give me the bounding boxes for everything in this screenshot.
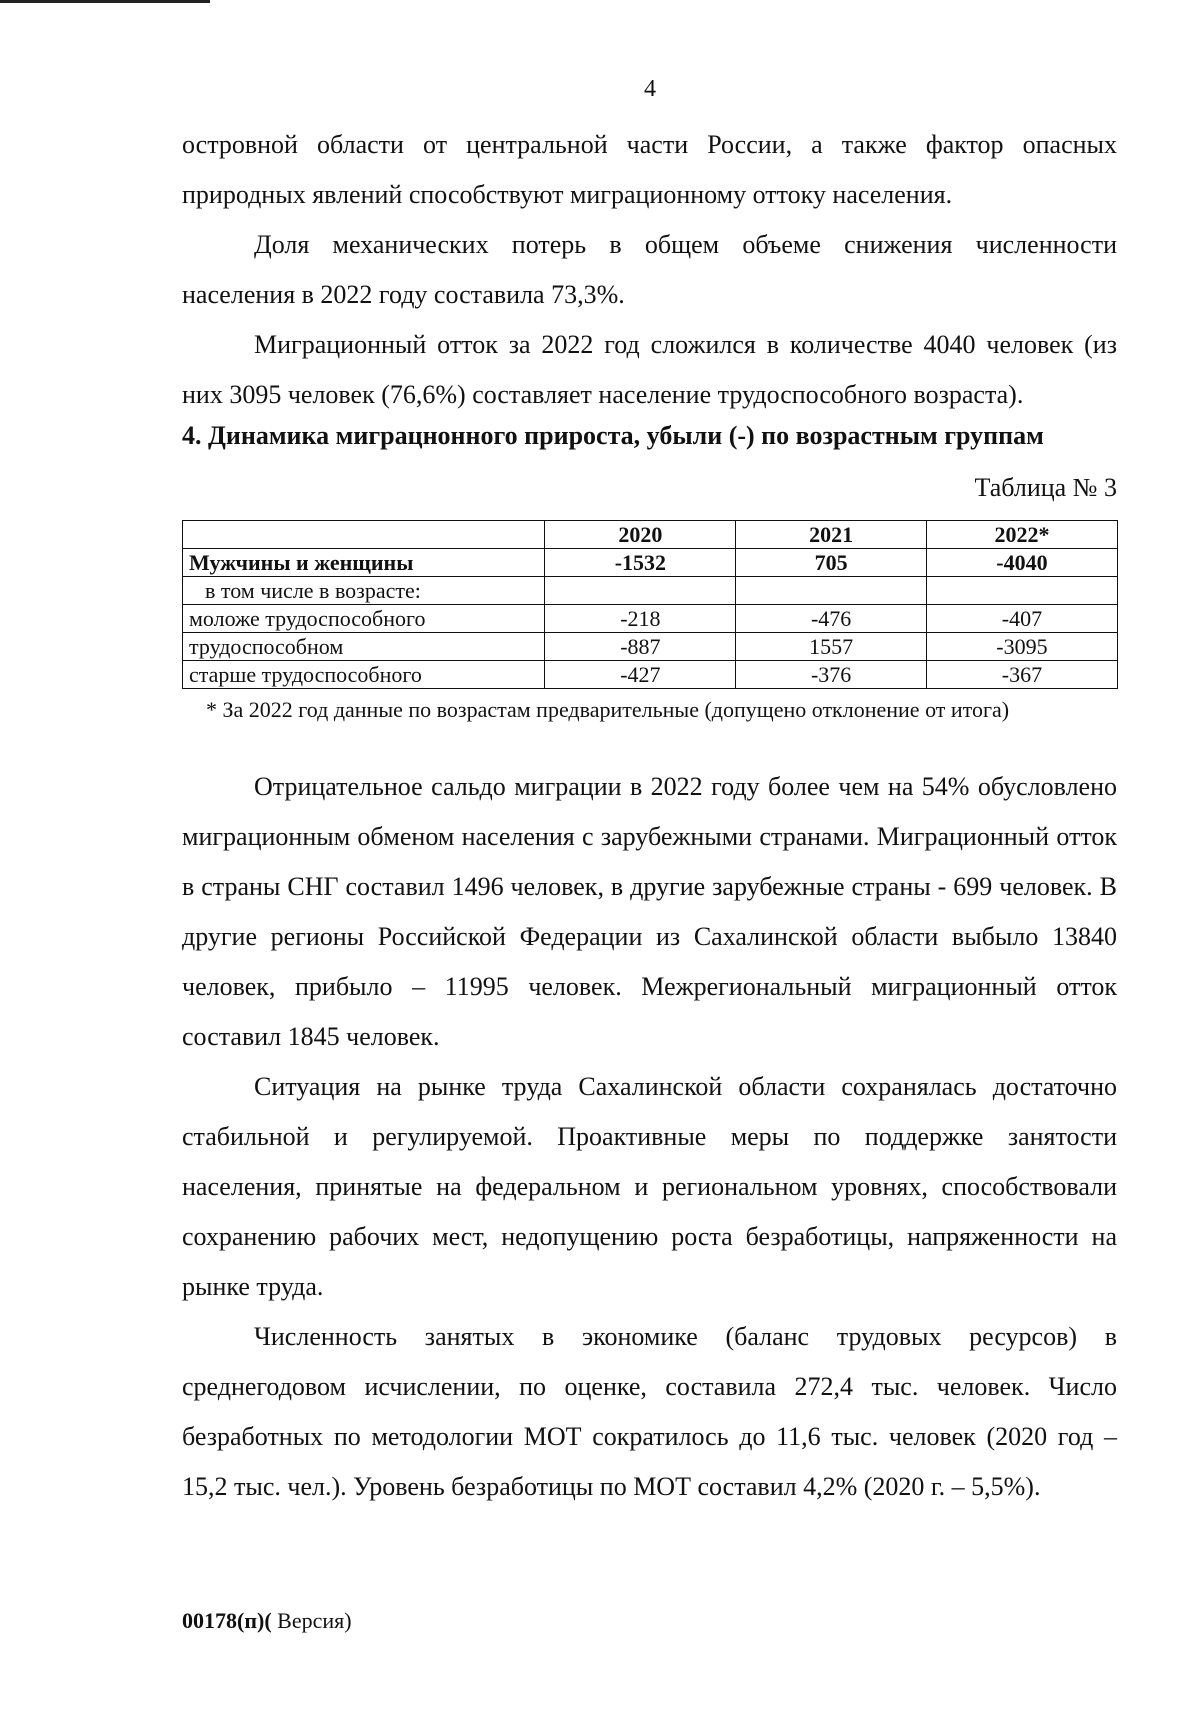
table-cell: 705 [736, 549, 927, 577]
table-footnote: * За 2022 год данные по возрастам предварительные (допущено отклонение от итога) [206, 697, 1010, 722]
table-row [183, 633, 1118, 661]
table-cell: -376 [736, 661, 927, 689]
table-header-row [183, 521, 1118, 549]
table-cell: -218 [545, 605, 736, 633]
page-number: 4 [644, 76, 656, 102]
table-cell: -407 [926, 605, 1117, 633]
table-cell: -367 [926, 661, 1117, 689]
table-header-cell: 2021 [736, 521, 927, 549]
table-cell [926, 577, 1117, 605]
paragraph-labor-market: Ситуация на рынке труда Сахалинской области сохранялась достаточно стабильной и регулируемой. Проактивные меры по поддержке занятости населения, принятые на федеральном и региональном уровнях, способствовали сохранению рабочих мест, недопущению роста безработицы, напряженности на рынке труда. [182, 1072, 1117, 1301]
table-row [183, 605, 1118, 633]
table-cell: -427 [545, 661, 736, 689]
table-cell [736, 577, 927, 605]
table-caption: Таблица № 3 [974, 473, 1117, 502]
document-code-version: Версия) [271, 1608, 352, 1633]
table-row [183, 549, 1118, 577]
table-cell [545, 577, 736, 605]
table-cell: трудоспособном [183, 633, 545, 661]
document-code-bold: 00178(п)( [182, 1608, 272, 1633]
scan-edge-line [0, 0, 210, 3]
paragraph-continuation: островной области от центральной части России, а также фактор опасных природных явлений способствуют миграционному оттоку населения. [182, 130, 1117, 209]
table-cell: -887 [545, 633, 736, 661]
paragraph-mechanical-losses: Доля механических потерь в общем объеме снижения численности населения в 2022 году составила 73,3%. [182, 230, 1117, 309]
table-cell: моложе трудоспособного [183, 605, 545, 633]
table-row [183, 577, 1118, 605]
bottom-text-block [182, 762, 1117, 1512]
table-cell: -4040 [926, 549, 1117, 577]
table-cell: Мужчины и женщины [183, 549, 545, 577]
table-cell: в том числе в возрасте: [183, 577, 545, 605]
migration-table [182, 520, 1118, 689]
table-cell: -476 [736, 605, 927, 633]
top-text-block [182, 120, 1117, 420]
table-header-cell: 2022* [926, 521, 1117, 549]
table-cell: 1557 [736, 633, 927, 661]
table-row [183, 661, 1118, 689]
table-cell: -1532 [545, 549, 736, 577]
paragraph-migration-outflow: Миграционный отток за 2022 год сложился в количестве 4040 человек (из них 3095 человек (76,6%) составляет население трудоспособного возраста). [182, 330, 1117, 409]
table-header-cell: 2020 [545, 521, 736, 549]
section-heading: 4. Динамика миграцнонного прироста, убыли (-) по возрастным группам [182, 421, 1044, 450]
table-cell: -3095 [926, 633, 1117, 661]
paragraph-employment: Численность занятых в экономике (баланс трудовых ресурсов) в среднегодовом исчислении, по оценке, составила 272,4 тыс. человек. Число безработных по методологии МОТ сократилось до 11,6 тыс. человек (2020 год – 15,2 тыс. чел.). Уровень безработицы по МОТ составил 4,2% (2020 г. – 5,5%). [182, 1322, 1117, 1501]
table-cell: старше трудоспособного [183, 661, 545, 689]
paragraph-negative-balance: Отрицательное сальдо миграции в 2022 году более чем на 54% обусловлено миграционным обменом населения с зарубежными странами. Миграционный отток в страны СНГ составил 1496 человек, в другие зарубежные страны - 699 человек. В другие регионы Российской Федерации из Сахалинской области выбыло 13840 человек, прибыло – 11995 человек. Межрегиональный миграционный отток составил 1845 человек. [182, 772, 1117, 1051]
document-code [182, 1608, 352, 1634]
table-header-cell [183, 521, 545, 549]
